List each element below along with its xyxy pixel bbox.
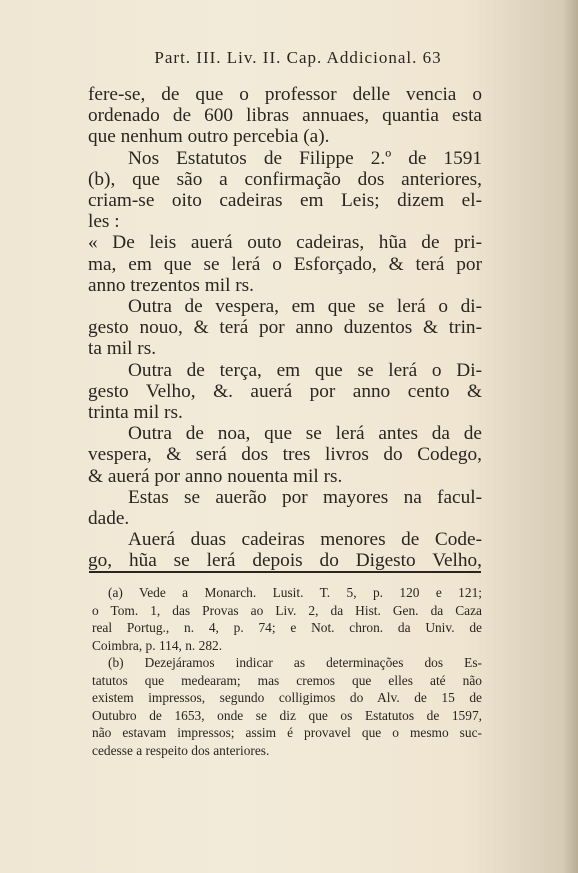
text-line: « De leis auerá outo cadeiras, hũa de pri- — [88, 232, 482, 254]
text-line: ordenado de 600 libras annuaes, quantia esta — [88, 105, 482, 127]
footnotes — [92, 584, 482, 759]
text-line: (b), que são a confirmação dos anteriores, — [88, 168, 482, 190]
footnote-line: tatutos que medearam; mas cremos que elles até não — [92, 672, 482, 688]
text-line: vespera, & será dos tres livros do Codego, — [88, 444, 482, 466]
text-line: Nos Estatutos de Filippe 2.º de 1591 — [128, 147, 482, 169]
running-header: Part. III. Liv. II. Cap. Addicional. 63 — [154, 48, 442, 67]
text-line: & auerá por anno nouenta mil rs. — [88, 465, 343, 487]
text-line: fere-se, de que o professor delle vencia o — [88, 84, 482, 105]
footnote-line: Coimbra, p. 114, n. 282. — [92, 637, 223, 653]
text-line: Outra de vespera, em que se lerá o di- — [128, 296, 482, 318]
text-line: Estas se auerão por mayores na facul- — [128, 486, 482, 508]
footnote-line: (b) Dezejáramos indicar as determinações dos Es- — [108, 655, 482, 670]
text-line: gesto Velho, &. auerá por anno cento & — [88, 380, 482, 402]
text-line: anno trezentos mil rs. — [88, 274, 254, 296]
footnote-line: (a) Vede a Monarch. Lusit. T. 5, p. 120 e 121; — [108, 585, 482, 600]
text-line: ma, em que se lerá o Esforçado, & terá por — [88, 253, 482, 275]
text-line: criam-se oito cadeiras em Leis; dizem el- — [88, 190, 482, 212]
text-line: les : — [88, 211, 120, 233]
text-line: go, hũa se lerá depois do Digesto Velho, — [88, 550, 482, 572]
footnote-line: existem impressos, segundo colligimos do Alv. de 15 de — [92, 690, 482, 705]
page-spine-edge — [564, 0, 578, 873]
text-line: trinta mil rs. — [88, 402, 183, 424]
footnote-line: real Portug., n. 4, p. 74; e Not. chron. da Univ. de — [92, 620, 482, 635]
text-line: ta mil rs. — [88, 338, 157, 360]
main-text — [88, 84, 482, 572]
footnote-rule — [89, 571, 481, 573]
text-line: dade. — [88, 508, 130, 530]
text-line: Auerá duas cadeiras menores de Code- — [128, 529, 482, 551]
text-line: gesto nouo, & terá por anno duzentos & trin- — [88, 317, 482, 339]
footnote-line: Outubro de 1653, onde se diz que os Estatutos de 1597, — [92, 707, 482, 723]
text-line: Outra de noa, que se lerá antes da de — [128, 423, 482, 445]
footnote-line: cedesse a respeito dos anteriores. — [92, 742, 270, 758]
text-line: que nenhum outro percebia (a). — [88, 126, 330, 148]
text-line: Outra de terça, em que se lerá o Di- — [128, 359, 482, 381]
footnote-line: o Tom. 1, das Provas ao Liv. 2, da Hist. Gen. da Caza — [92, 602, 482, 618]
footnote-line: não estavam impressos; assim é provavel que o mesmo suc- — [92, 725, 482, 740]
